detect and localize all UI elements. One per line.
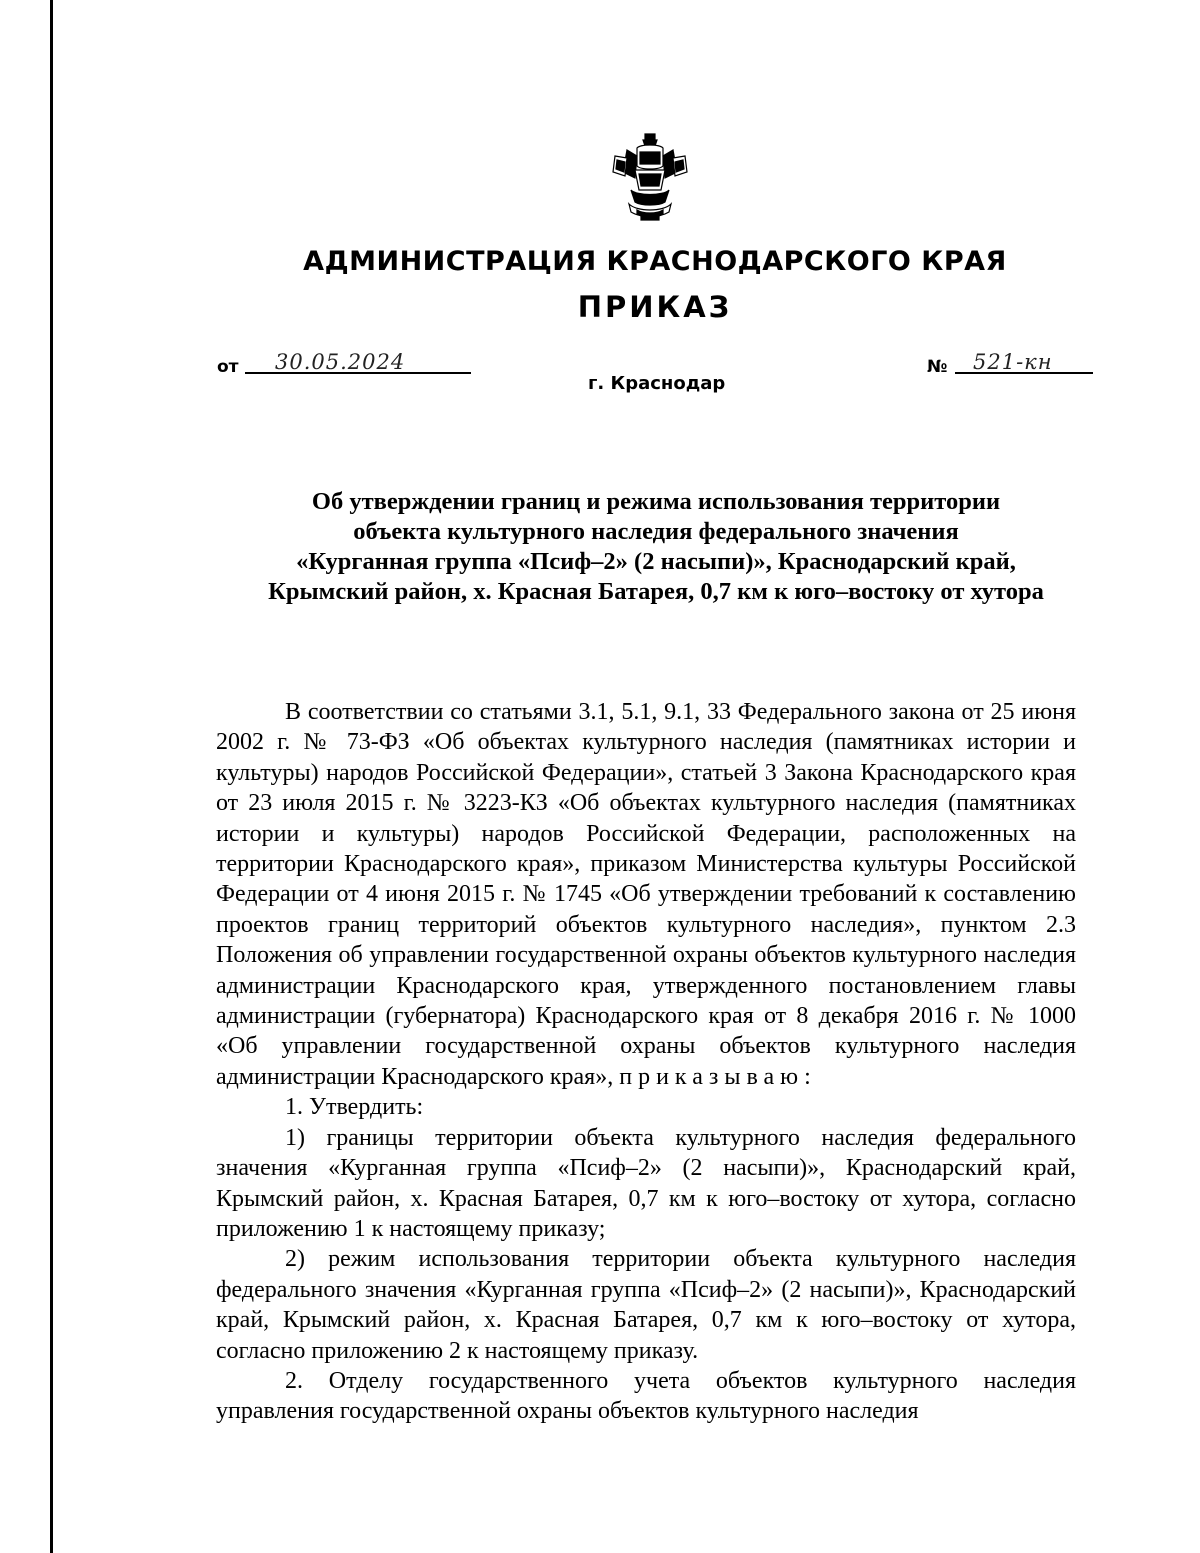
item-1-1: 1) границы территории объекта культурного наследия федерального значения «Курганная группа «Псиф–2» (2 насыпи)», Краснодарский край, Крымский район, х. Красная Батарея, 0,7 км к юго–востоку от хутора, согласно приложению 1 к настоящему приказу; <box>216 1124 1076 1242</box>
document-body <box>216 697 1076 1427</box>
item-1: 1. Утвердить: <box>285 1094 424 1121</box>
title-line: Крымский район, х. Красная Батарея, 0,7 км к юго–востоку от хутора <box>268 578 1044 605</box>
document-title <box>216 487 1096 607</box>
number-label: № <box>927 357 948 377</box>
page-left-edge <box>50 0 53 1553</box>
item-1-2: 2) режим использования территории объекта культурного наследия федерального значения «Курганная группа «Псиф–2» (2 насыпи)», Краснодарский край, Крымский район, х. Красная Батарея, 0,7 км к юго–востоку от хутора, согласно приложению 2 к настоящему приказу. <box>216 1246 1076 1364</box>
item-2: 2. Отделу государственного учета объектов культурного наследия управления государственной охраны объектов культурного наследия <box>216 1367 1076 1425</box>
coat-of-arms-emblem <box>609 130 691 222</box>
title-line: «Курганная группа «Псиф–2» (2 насыпи)», Краснодарский край, <box>296 548 1016 575</box>
document-number: 521-кн <box>973 350 1053 374</box>
document-type: ПРИКАЗ <box>577 290 733 324</box>
title-line: Об утверждении границ и режима использования территории <box>311 488 1001 515</box>
organization-name: АДМИНИСТРАЦИЯ КРАСНОДАРСКОГО КРАЯ <box>303 246 1007 277</box>
date-label: от <box>217 357 239 377</box>
date-value: 30.05.2024 <box>275 350 406 374</box>
preamble-text: В соответствии со статьями 3.1, 5.1, 9.1, 33 Федерального закона от 25 июня 2002 г. № 73-ФЗ «Об объектах культурного наследия (памятниках истории и культуры) народов Российской Федерации», статьей 3 Закона Краснодарского края от 23 июля 2015 г. № 3223-КЗ «Об объектах культурного наследия (памятниках истории и культуры) народов Российской Федерации, расположенных на территории Краснодарского края», приказом Министерства культуры Российской Федерации от 4 июня 2015 г. № 1745 «Об утверждении требований к составлению проектов границ территорий объектов культурного наследия», пунктом 2.3 Положения об управлении государственной охраны объектов культурного наследия администрации Краснодарского края, утвержденного постановлением главы администрации (губернатора) Краснодарского края от 8 декабря 2016 г. № 1000 «Об управлении государственной охраны объектов культурного наследия администрации Краснодарского края», <box>216 699 1076 1090</box>
preamble-paragraph: В соответствии со статьями 3.1, 5.1, 9.1, 33 Федерального закона от 25 июня 2002 г. № 73-ФЗ «Об объектах культурного наследия (памятниках истории и культуры) народов Российской Федерации», статьей 3 Закона Краснодарского края от 23 июля 2015 г. № 3223-КЗ «Об объектах культурного наследия (памятниках истории и культуры) народов Российской Федерации, расположенных на территории Краснодарского края», приказом Министерства культуры Российской Федерации от 4 июня 2015 г. № 1745 «Об утверждении требований к составлению проектов границ территорий объектов культурного наследия», пунктом 2.3 Положения об управлении государственной охраны объектов культурного наследия администрации Краснодарского края, утвержденного постановлением главы администрации (губернатора) Краснодарского края от 8 декабря 2016 г. № 1000 «Об управлении государственной охраны объектов культурного наследия администрации Краснодарского края», приказываю: <box>216 699 1076 1090</box>
city: г. Краснодар <box>588 373 726 394</box>
decree-word: приказываю <box>619 1063 805 1090</box>
title-line: объекта культурного наследия федерального значения <box>353 518 959 545</box>
